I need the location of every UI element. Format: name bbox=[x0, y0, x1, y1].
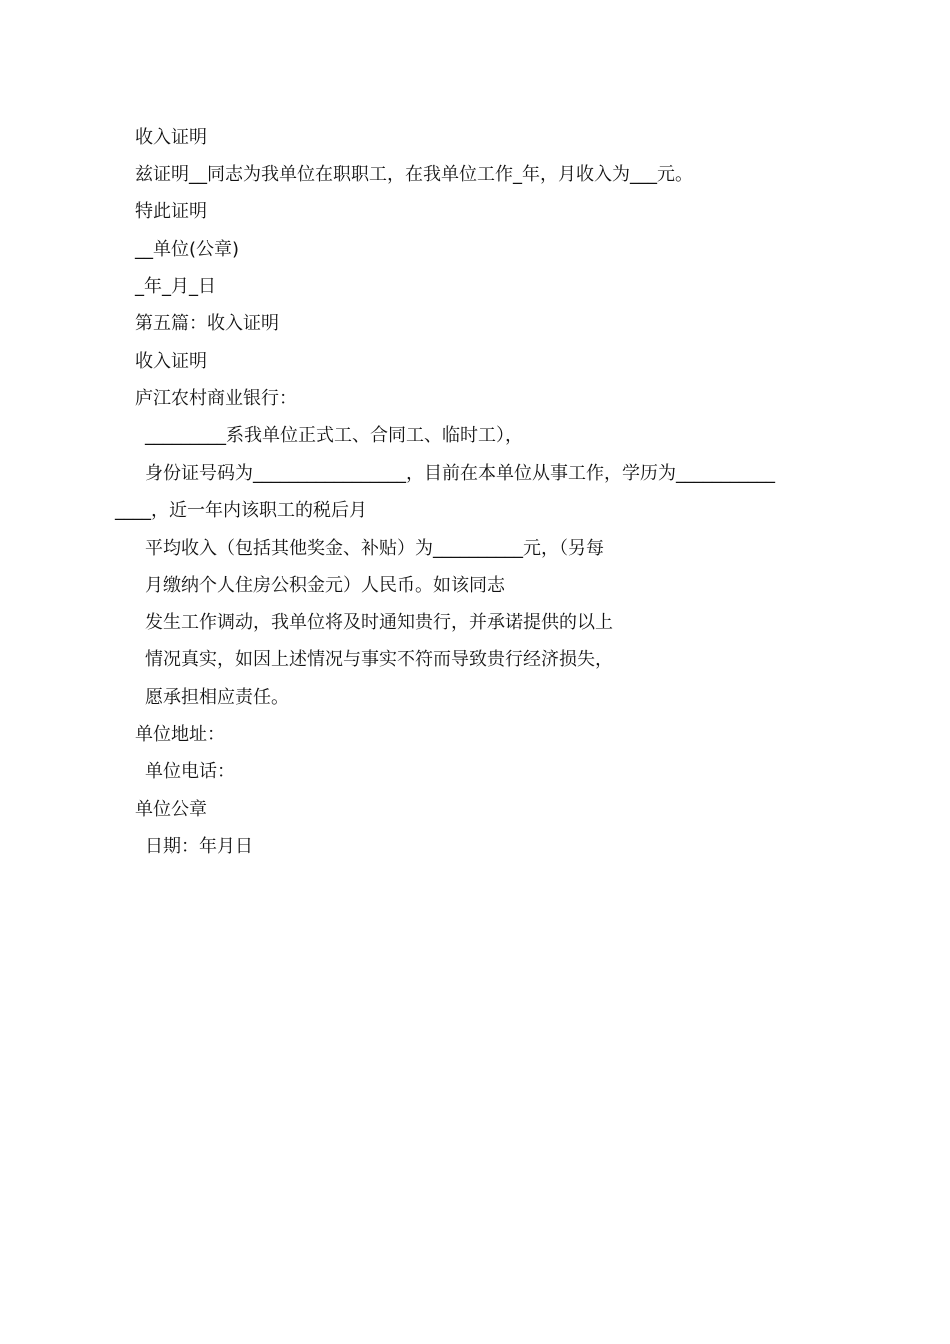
after-tax-line: ____，近一年内该职工的税后月 bbox=[115, 500, 367, 521]
responsibility-line: 愿承担相应责任。 bbox=[145, 687, 289, 708]
unit-seal-label: 单位公章 bbox=[135, 799, 207, 820]
heading-income-certificate: 收入证明 bbox=[135, 127, 207, 148]
unit-seal-line: __单位(公章) bbox=[135, 239, 240, 260]
average-income-line: 平均收入（包括其他奖金、补贴）为__________元，（另每 bbox=[145, 538, 604, 559]
housing-fund-line: 月缴纳个人住房公积金元）人民币。如该同志 bbox=[145, 575, 505, 596]
date-label: 日期：年月日 bbox=[145, 836, 253, 857]
truthfulness-line: 情况真实，如因上述情况与事实不符而导致贵行经济损失， bbox=[145, 649, 613, 670]
section-five-title: 第五篇：收入证明 bbox=[135, 313, 279, 334]
employment-type-line: _________系我单位正式工、合同工、临时工）， bbox=[145, 425, 523, 446]
heading-income-certificate-2: 收入证明 bbox=[135, 351, 207, 372]
job-transfer-line: 发生工作调动，我单位将及时通知贵行，并承诺提供的以上 bbox=[145, 612, 613, 633]
unit-phone-label: 单位电话： bbox=[145, 761, 235, 782]
addressee-bank: 庐江农村商业银行： bbox=[135, 388, 297, 409]
unit-address-label: 单位地址： bbox=[135, 724, 225, 745]
id-number-line: 身份证号码为_________________，目前在本单位从事工作，学历为___________ bbox=[145, 463, 775, 484]
hereby-certify: 特此证明 bbox=[135, 201, 207, 222]
date-line: _年_月_日 bbox=[135, 276, 216, 297]
certification-statement: 兹证明__同志为我单位在职职工，在我单位工作_年，月收入为___元。 bbox=[135, 164, 693, 185]
